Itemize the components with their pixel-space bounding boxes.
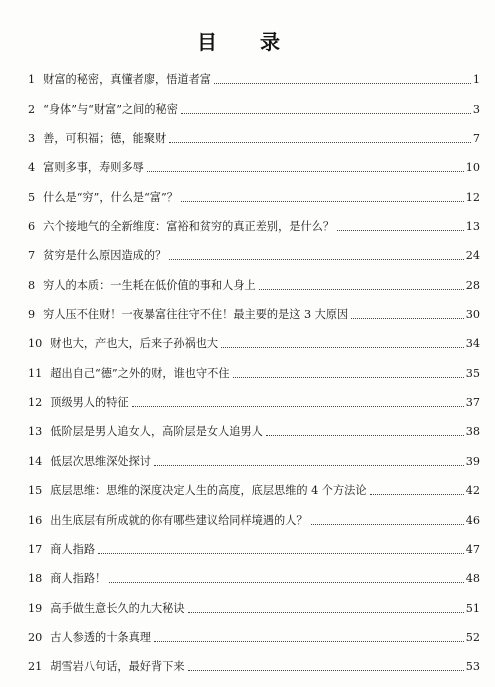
toc-entry-18 [28,557,480,586]
entry-title: 商人指路 [50,542,96,556]
entry-page: 24 [465,249,480,263]
entry-title: 穷人的本质：一生耗在低价值的事和人身上 [43,278,256,292]
entry-title: 财也大，产也大，后来子孙祸也大 [50,337,219,351]
entry-number: 11 [28,366,43,380]
entry-title: 商人指路！ [50,572,107,586]
dot-leader [169,142,471,143]
dot-leader [181,201,464,202]
entry-number: 9 [28,308,36,322]
entry-number: 1 [28,73,36,87]
entry-title: 顶级男人的特征 [50,396,129,410]
entry-number: 2 [28,102,36,116]
toc-entry-7 [28,234,480,263]
dot-leader [337,230,464,231]
entry-number: 10 [28,337,43,351]
toc-entry-1 [28,58,480,87]
dot-leader [181,113,471,114]
page-title: 目 录 [197,30,298,54]
dot-leader [188,670,464,671]
entry-title: 出生底层有所成就的你有哪些建议给同样境遇的人？ [50,513,308,527]
entry-number: 6 [28,220,36,234]
dot-leader [154,641,464,642]
entry-number: 7 [28,249,36,263]
entry-number: 4 [28,161,36,175]
dot-leader [109,582,464,583]
entry-title: 超出自己“德”之外的财，谁也守不住 [50,366,230,380]
entry-page: 28 [465,278,480,292]
table-of-contents [28,58,480,674]
entry-title: 六个接地气的全新维度：富裕和贫穷的真正差别，是什么？ [43,220,335,234]
dot-leader [233,377,464,378]
entry-title: 穷人压不住财！一夜暴富往往守不住！最主要的是这 3 大原因 [43,308,349,322]
entry-number: 14 [28,454,43,468]
toc-entry-11 [28,351,480,380]
entry-number: 20 [28,630,43,644]
dot-leader [351,318,464,319]
toc-entry-3 [28,117,480,146]
entry-title: 低层次思维深处探讨 [50,454,151,468]
entry-title: 底层思维：思维的深度决定人生的高度，底层思维的 4 个方法论 [50,484,367,498]
entry-number: 8 [28,278,36,292]
entry-page: 13 [465,220,480,234]
entry-title: 低阶层是男人追女人，高阶层是女人追男人 [50,425,263,439]
dot-leader [259,289,464,290]
entry-number: 5 [28,190,36,204]
dot-leader [311,524,464,525]
entry-page: 39 [465,454,480,468]
entry-number: 15 [28,484,43,498]
entry-title: 什么是“穷”，什么是“富”？ [43,190,178,204]
dot-leader [147,171,464,172]
dot-leader [188,612,464,613]
toc-entry-19 [28,586,480,615]
toc-entry-21 [28,645,480,674]
entry-page: 52 [465,630,480,644]
entry-number: 16 [28,513,43,527]
entry-title: 贫穷是什么原因造成的？ [43,249,167,263]
toc-entry-14 [28,439,480,468]
toc-entry-9 [28,293,480,322]
dot-leader [98,553,464,554]
entry-number: 12 [28,396,43,410]
toc-entry-5 [28,175,480,204]
entry-number: 19 [28,601,43,615]
entry-title: 古人参透的十条真理 [50,630,151,644]
toc-entry-16 [28,498,480,527]
entry-page: 46 [465,513,480,527]
entry-number: 21 [28,660,43,674]
entry-page: 35 [465,366,480,380]
dot-leader [154,465,464,466]
entry-page: 53 [465,660,480,674]
dot-leader [370,494,464,495]
entry-number: 13 [28,425,43,439]
entry-title: 富则多事，寿则多辱 [43,161,144,175]
entry-page: 1 [472,73,480,87]
entry-page: 37 [465,396,480,410]
toc-entry-8 [28,263,480,292]
toc-entry-2 [28,87,480,116]
entry-title: “身体”与“财富”之间的秘密 [43,102,178,116]
entry-page: 3 [472,102,480,116]
entry-page: 12 [465,190,480,204]
entry-page: 42 [465,484,480,498]
entry-title: 财富的秘密，真懂者廖，悟道者富 [43,73,211,87]
entry-page: 34 [465,337,480,351]
entry-number: 18 [28,572,43,586]
entry-page: 47 [465,542,480,556]
entry-title: 胡雪岩八句话，最好背下来 [50,660,185,674]
toc-entry-20 [28,616,480,645]
dot-leader [169,259,464,260]
dot-leader [221,347,464,348]
toc-entry-6 [28,205,480,234]
entry-page: 30 [465,308,480,322]
entry-title: 善，可积福；德，能聚财 [43,132,167,146]
entry-page: 7 [472,132,480,146]
dot-leader [266,435,464,436]
entry-title: 高手做生意长久的九大秘诀 [50,601,185,615]
dot-leader [132,406,464,407]
dot-leader [214,83,471,84]
toc-entry-17 [28,528,480,557]
entry-number: 17 [28,542,43,556]
toc-entry-15 [28,469,480,498]
entry-page: 48 [465,572,480,586]
toc-entry-4 [28,146,480,175]
toc-entry-12 [28,381,480,410]
entry-page: 51 [465,601,480,615]
toc-entry-10 [28,322,480,351]
toc-entry-13 [28,410,480,439]
entry-number: 3 [28,132,36,146]
entry-page: 10 [465,161,480,175]
entry-page: 38 [465,425,480,439]
